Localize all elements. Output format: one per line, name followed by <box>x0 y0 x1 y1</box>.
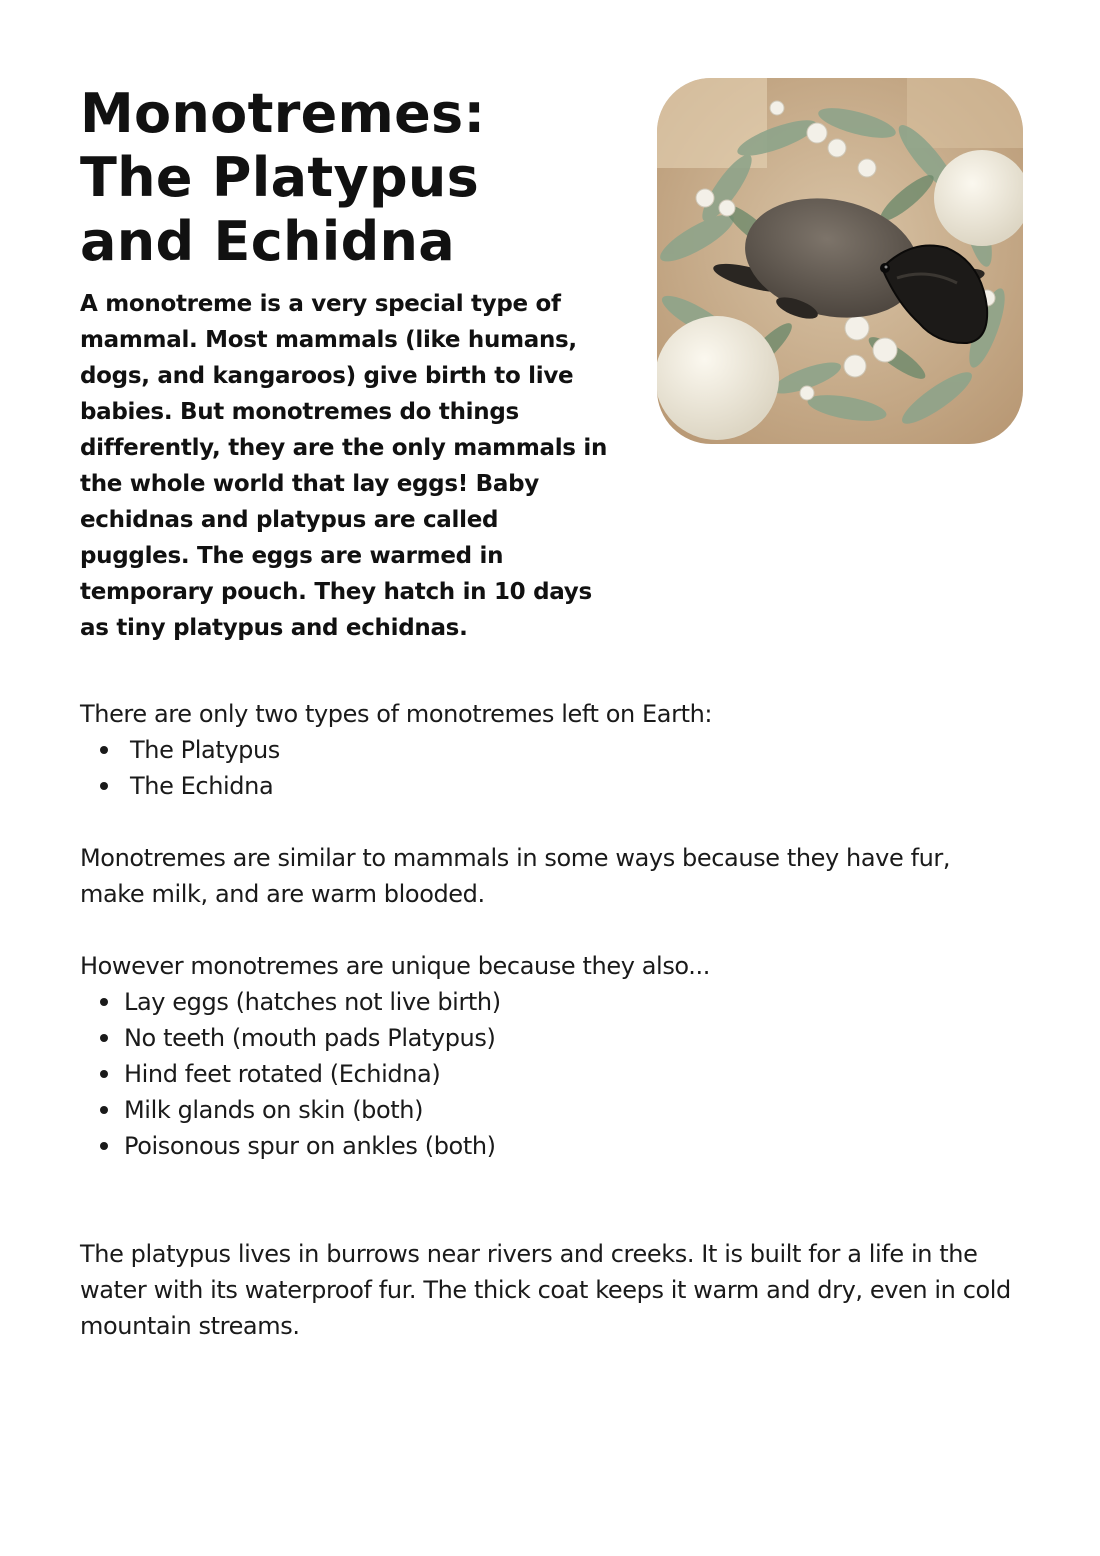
unique-section <box>80 948 1020 1164</box>
page-title <box>80 82 640 274</box>
list-item: No teeth (mouth pads Platypus) <box>80 1020 1020 1056</box>
title-line-3: and Echidna <box>80 210 456 273</box>
list-item: Lay eggs (hatches not live birth) <box>80 984 1020 1020</box>
platypus-habitat-paragraph: The platypus lives in burrows near rivers and creeks. It is built for a life in the water with its waterproof fur. The thick coat keeps it warm and dry, even in cold mountain streams. <box>80 1240 1011 1340</box>
unique-list <box>80 984 1020 1164</box>
title-line-1: Monotremes: <box>80 82 486 145</box>
types-list <box>80 732 1020 804</box>
similar-paragraph: Monotremes are similar to mammals in some ways because they have fur, make milk, and are warm blooded. <box>80 844 951 908</box>
list-item: The Platypus <box>80 732 1020 768</box>
types-section <box>80 696 1020 804</box>
types-lead: There are only two types of monotremes left on Earth: <box>80 700 713 728</box>
list-item: Hind feet rotated (Echidna) <box>80 1056 1020 1092</box>
list-item: Poisonous spur on ankles (both) <box>80 1128 1020 1164</box>
intro-paragraph: A monotreme is a very special type of mammal. Most mammals (like humans, dogs, and kangaroos) give birth to live babies. But monotremes do things differently, they are the only mammals in the whole world that lay eggs! Baby echidnas and platypus are called puggles. The eggs are warmed in temporary pouch. They hatch in 10 days as tiny platypus and echidnas. <box>80 291 608 641</box>
unique-lead: However monotremes are unique because they also... <box>80 952 710 980</box>
platypus-plush-photo <box>657 78 1023 444</box>
title-line-2: The Platypus <box>80 146 480 209</box>
list-item: Milk glands on skin (both) <box>80 1092 1020 1128</box>
list-item: The Echidna <box>80 768 1020 804</box>
